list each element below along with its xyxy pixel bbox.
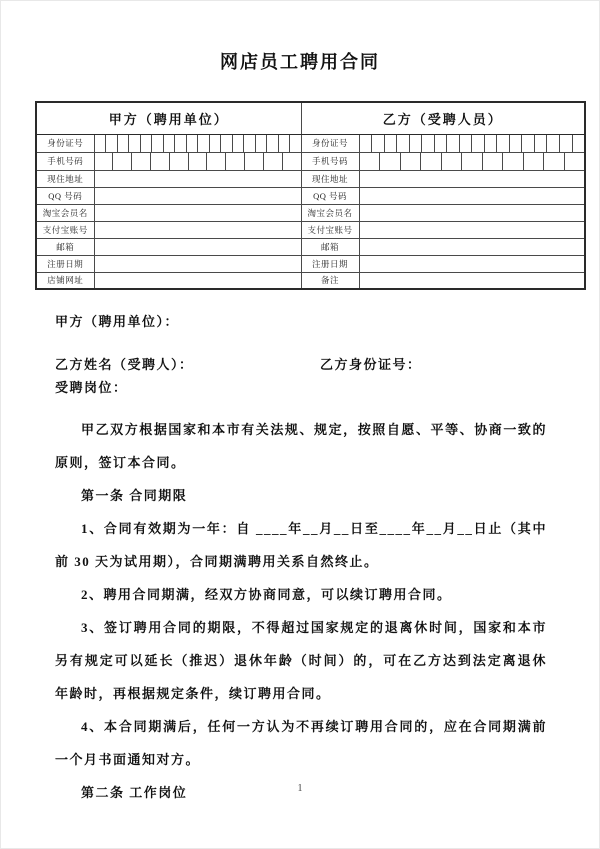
table-row-email	[36, 238, 585, 255]
phone-digit-boxes	[95, 153, 301, 170]
digit-box	[484, 135, 497, 152]
position-line: 受聘岗位：	[55, 380, 128, 395]
table-row-address	[36, 170, 585, 187]
party-b-alipay-value	[359, 221, 585, 238]
party-a-phone-value	[94, 152, 301, 170]
party-a-alipay-value	[94, 221, 301, 238]
digit-box	[131, 153, 150, 170]
digit-box	[151, 135, 163, 152]
digit-box	[559, 135, 572, 152]
digit-box	[105, 135, 117, 152]
party-b-taobao-value	[359, 204, 585, 221]
party-b-address-label: 现住地址	[301, 170, 359, 187]
party-b-header: 乙方（受聘人员）	[301, 102, 585, 134]
digit-box	[496, 135, 509, 152]
contract-body	[55, 413, 547, 809]
digit-box	[255, 135, 267, 152]
party-a-taobao-label: 淘宝会员名	[36, 204, 94, 221]
digit-box	[163, 135, 175, 152]
table-header-row	[36, 102, 585, 134]
digit-box	[186, 135, 198, 152]
digit-box	[128, 135, 140, 152]
digit-box	[502, 153, 523, 170]
digit-box	[482, 153, 503, 170]
digit-box	[232, 135, 244, 152]
table-row-alipay	[36, 221, 585, 238]
clause-1: 1、合同有效期为一年：自 ____年__月__日至____年__月__日止（其中前 30 天为试用期），合同期满聘用关系自然终止。	[55, 521, 547, 569]
digit-box	[509, 135, 522, 152]
party-b-name-label: 乙方姓名（受聘人）：	[55, 357, 194, 372]
party-b-taobao-label: 淘宝会员名	[301, 204, 359, 221]
digit-box	[197, 135, 209, 152]
party-a-shopurl-label: 店铺网址	[36, 272, 94, 289]
digit-box	[461, 153, 482, 170]
digit-box	[95, 153, 113, 170]
party-a-regdate-value	[94, 255, 301, 272]
digit-box	[95, 135, 106, 152]
digit-box	[278, 135, 290, 152]
digit-box	[140, 135, 152, 152]
digit-box	[188, 153, 207, 170]
party-a-id-value	[94, 134, 301, 152]
page-number: 1	[297, 783, 303, 794]
digit-box	[459, 135, 472, 152]
party-b-qq-value	[359, 187, 585, 204]
digit-box	[396, 135, 409, 152]
party-a-email-value	[94, 238, 301, 255]
clause-2: 2、聘用合同期满，经双方协商同意，可以续订聘用合同。	[81, 587, 452, 602]
digit-box	[543, 153, 564, 170]
party-a-phone-label: 手机号码	[36, 152, 94, 170]
digit-box	[266, 135, 278, 152]
digit-box	[289, 135, 301, 152]
digit-box	[112, 153, 131, 170]
digit-box	[523, 153, 544, 170]
digit-box	[471, 135, 484, 152]
party-b-alipay-label: 支付宝账号	[301, 221, 359, 238]
digit-box	[209, 135, 221, 152]
party-b-remarks-label: 备注	[301, 272, 359, 289]
digit-box	[206, 153, 225, 170]
party-b-id-label: 身份证号	[301, 134, 359, 152]
party-b-phone-value	[359, 152, 585, 170]
page-title: 网店员工聘用合同	[220, 52, 380, 72]
digit-box	[174, 135, 186, 152]
digit-box	[169, 153, 188, 170]
party-b-address-value	[359, 170, 585, 187]
digit-box	[521, 135, 534, 152]
digit-box	[564, 153, 585, 170]
party-a-qq-value	[94, 187, 301, 204]
digit-box	[434, 135, 447, 152]
table-row-register-date	[36, 255, 585, 272]
digit-box	[220, 135, 232, 152]
party-b-phone-label: 手机号码	[301, 152, 359, 170]
party-b-email-label: 邮箱	[301, 238, 359, 255]
table-row-taobao-name	[36, 204, 585, 221]
digit-box	[150, 153, 169, 170]
parties-info-table	[35, 101, 586, 290]
party-b-email-value	[359, 238, 585, 255]
digit-box	[446, 135, 459, 152]
digit-box	[282, 153, 301, 170]
party-a-id-label: 身份证号	[36, 134, 94, 152]
digit-box	[263, 153, 282, 170]
party-b-remarks-value	[359, 272, 585, 289]
parties-fill-in-section	[55, 310, 547, 399]
party-a-taobao-value	[94, 204, 301, 221]
clause-3: 3、签订聘用合同的期限，不得超过国家规定的退离休时间，国家和本市另有规定可以延长（推迟）退休年龄（时间）的，可在乙方达到法定离退休年龄时，再根据规定条件，续订聘用合同。	[55, 620, 547, 701]
id-digit-boxes	[95, 135, 301, 152]
article-1-heading: 第一条 合同期限	[81, 488, 188, 503]
digit-box	[360, 153, 380, 170]
article-2-heading: 第二条 工作岗位	[81, 785, 188, 800]
preamble-paragraph: 甲乙双方根据国家和本市有关法规、规定，按照自愿、平等、协商一致的原则，签订本合同。	[55, 422, 547, 470]
party-a-address-value	[94, 170, 301, 187]
party-a-email-label: 邮箱	[36, 238, 94, 255]
party-a-line: 甲方（聘用单位）：	[55, 314, 180, 329]
party-b-qq-label: QQ 号码	[301, 187, 359, 204]
digit-box	[225, 153, 244, 170]
digit-box	[243, 135, 255, 152]
digit-box	[441, 153, 462, 170]
clause-4: 4、本合同期满后，任何一方认为不再续订聘用合同的，应在合同期满前一个月书面通知对方。	[55, 719, 547, 767]
party-b-line	[55, 353, 547, 376]
party-a-regdate-label: 注册日期	[36, 255, 94, 272]
digit-box	[117, 135, 129, 152]
party-b-id-number-label: 乙方身份证号：	[320, 357, 422, 372]
party-a-header: 甲方（聘用单位）	[36, 102, 301, 134]
digit-box	[420, 153, 441, 170]
digit-box	[371, 135, 384, 152]
digit-box	[400, 153, 421, 170]
party-a-shopurl-value	[94, 272, 301, 289]
party-b-regdate-value	[359, 255, 585, 272]
digit-box	[384, 135, 397, 152]
digit-box	[409, 135, 422, 152]
party-b-regdate-label: 注册日期	[301, 255, 359, 272]
party-a-address-label: 现住地址	[36, 170, 94, 187]
party-b-id-value	[359, 134, 585, 152]
id-digit-boxes	[360, 135, 585, 152]
party-a-alipay-label: 支付宝账号	[36, 221, 94, 238]
digit-box	[572, 135, 585, 152]
phone-digit-boxes	[360, 153, 585, 170]
table-row-shop-url-remarks	[36, 272, 585, 289]
party-a-qq-label: QQ 号码	[36, 187, 94, 204]
digit-box	[360, 135, 372, 152]
digit-box	[534, 135, 547, 152]
digit-box	[244, 153, 263, 170]
table-row-id-number	[36, 134, 585, 152]
digit-box	[379, 153, 400, 170]
table-row-phone	[36, 152, 585, 170]
digit-box	[546, 135, 559, 152]
digit-box	[421, 135, 434, 152]
table-row-qq	[36, 187, 585, 204]
